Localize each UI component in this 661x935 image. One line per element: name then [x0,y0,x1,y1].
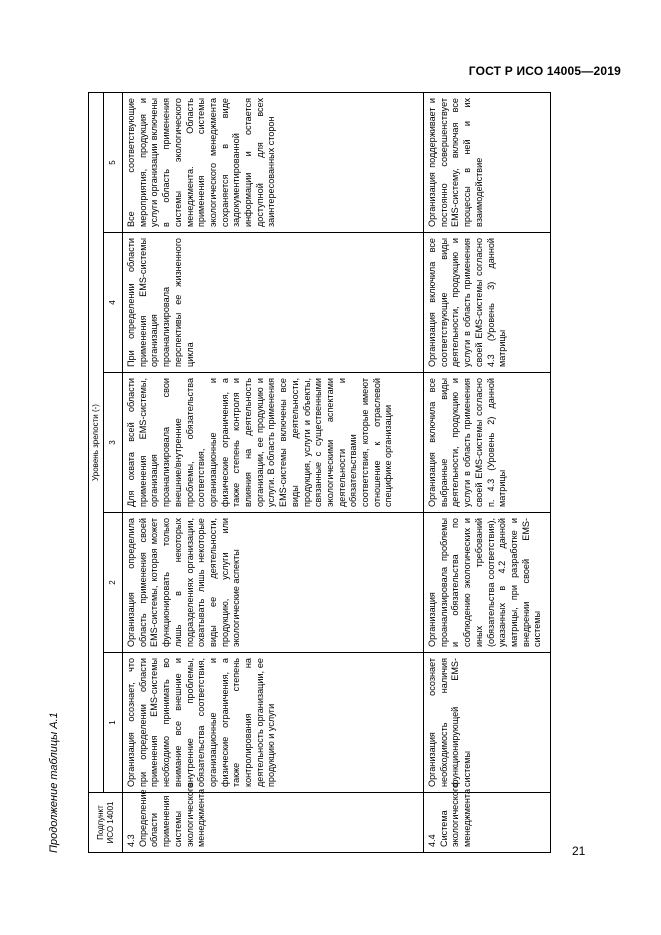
level-3-header: 3 [104,373,123,513]
document-code: ГОСТ Р ИСО 14005—2019 [468,64,621,78]
level-3-cell: Для охвата всей области применения EMS-системы, организация проанализировала свои внешние/внутренние проблемы, обязательства соответствия, организационные и физические ограничения, а также степень контроля и влияния на деятельность организации, ее продукцию и услуги. В область применения EMS-системы включены все виды деятельности, продукция, услуги и объекты, связанные с существенными экологическими аспектами деятельности и обязательствами соответствия, которые имеют отношение к отраслевой специфике организации [123,373,424,513]
rotated-table-page [48,83,583,853]
level-5-cell: Все соответствующие мероприятия, продукция и услуги организации включены в область применения системы экологического менеджмента. Область применения системы экологического менеджмента сохраняется в виде задокументированной информации и остается доступной для всех заинтересованных сторон [123,93,424,233]
header-row [89,93,104,853]
table-row [424,93,551,853]
level-1-cell: Организация осознает, что при определении области применения EMS-системы необходимо принимать во внимание все внешние и внутренние проблемы, обязательства соответствия, организационные и физические ограничения, а также степень контролирования на деятельность организации, ее продукцию и услуги [123,653,424,793]
table-row [123,93,424,853]
level-5-cell: Организация поддерживает и постоянно совершенствует EMS-систему, включая все процессы в ней и их взаимодействие [424,93,551,233]
level-1-cell: Организация осознает необходимость наличия функционирующей EMS-системы [424,653,551,793]
level-4-header: 4 [104,233,123,373]
continuation-title: Продолжение таблицы А.1 [48,712,60,853]
page-number: 21 [572,844,586,858]
level-4-cell: При определении области применения EMS-системы организация проанализировала перспективы ее жизненного цикла [123,233,424,373]
level-numbers-row [104,93,123,853]
subclause-cell: 4.3 Определение области применения системы экологического менеджмента [123,793,424,853]
col-maturity-header: Уровень зрелости (-) [89,93,104,793]
level-4-cell: Организация включила все соответствующие виды деятельности, продукцию и услуги в область применения своей EMS-системы согласно 4.3 (Уровень 3) данной матрицы [424,233,551,373]
col-subclause-header: Подпункт ИСО 14001 [89,793,123,853]
level-2-cell: Организация определила область применения своей EMS-системы, которая может функционировать только лишь в некоторых подразделениях организации, охватывать лишь некоторые виды ее деятельности, продукцию, услуги или экологические аспекты [123,513,424,653]
level-5-header: 5 [104,93,123,233]
maturity-table [88,92,551,853]
level-2-header: 2 [104,513,123,653]
subclause-cell: 4.4 Система экологического менеджмента [424,793,551,853]
level-2-cell: Организация проанализировала проблемы и обязательства по соблюдению экологических и иных требований (обязательства соответствия), указанных в 4.2 данной матрицы, при разработке и внедрении своей EMS-системы [424,513,551,653]
level-3-cell: Организация включила все выбранные виды деятельности, продукцию и услуги в область применения своей EMS-системы согласно п. 4.3 (Уровень 2) данной матрицы [424,373,551,513]
level-1-header: 1 [104,653,123,793]
